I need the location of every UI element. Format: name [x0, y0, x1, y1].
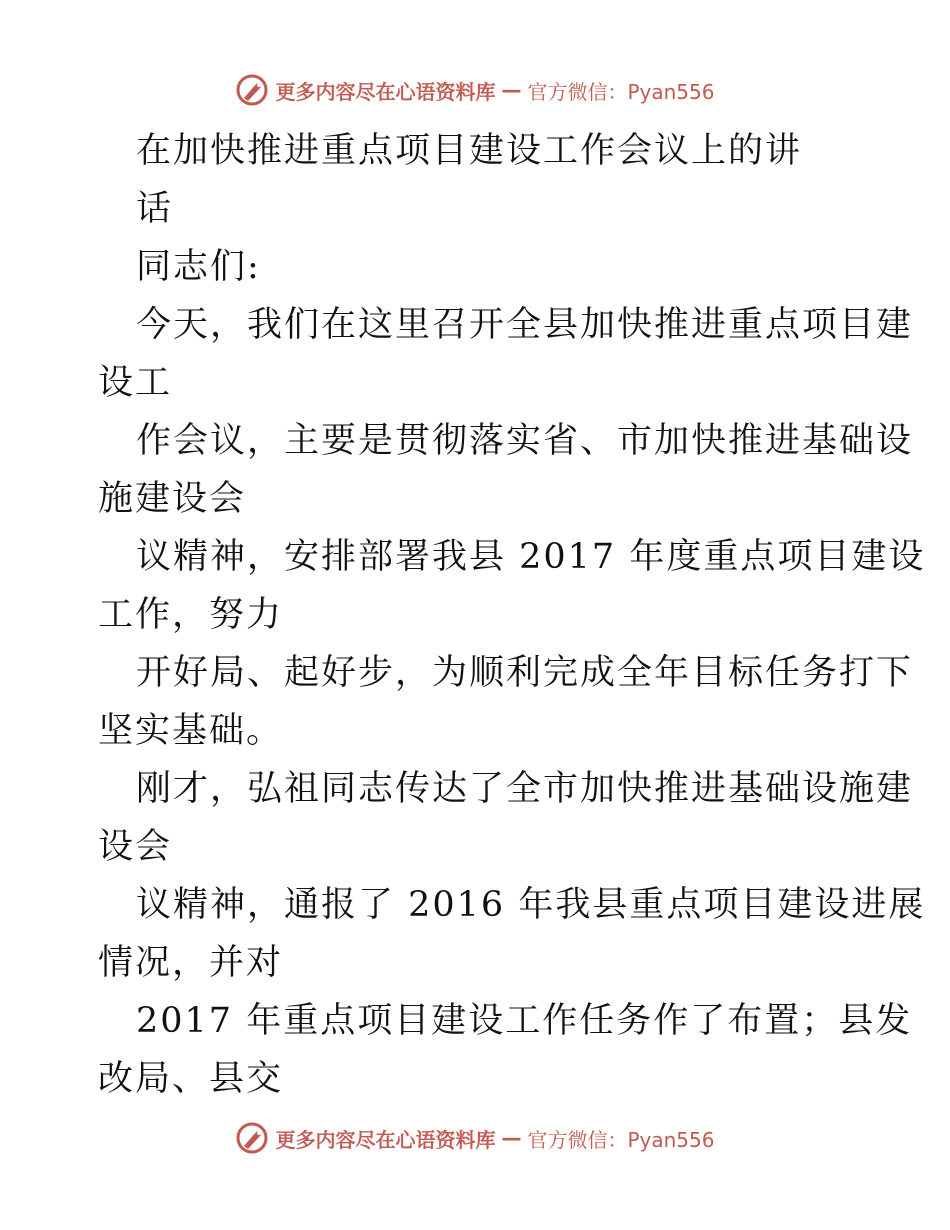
paragraph-line: 改局、县交 [98, 1059, 284, 1099]
footer-dash: — [501, 1126, 522, 1150]
paragraph-line: 刚才，弘祖同志传达了全市加快推进基础设施建 [136, 769, 914, 809]
document-body [98, 122, 926, 1108]
paragraph-line: 工作，努力 [98, 595, 284, 635]
pen-logo-icon [235, 1121, 269, 1155]
footer-contact-text: 官方微信：Pyan556 [527, 1127, 715, 1152]
paragraph-line: 设会 [98, 827, 173, 867]
paragraph-line: 施建设会 [98, 479, 247, 519]
header-contact-text: 官方微信：Pyan556 [527, 79, 715, 104]
paragraph-line: 开好局、起好步，为顺利完成全年目标任务打下 [136, 653, 914, 693]
paragraph-line: 坚实基础。 [98, 711, 284, 751]
header-watermark [0, 70, 950, 110]
paragraph-line: 2017 年重点项目建设工作任务作了布置；县发 [136, 1001, 913, 1041]
paragraph-line: 情况，并对 [98, 943, 284, 983]
salutation: 同志们: [136, 247, 261, 287]
paragraph-line: 议精神，通报了 2016 年我县重点项目建设进展 [136, 885, 926, 925]
paragraph-line: 作会议，主要是贯彻落实省、市加快推进基础设 [136, 421, 914, 461]
document-title-line-2: 话 [136, 189, 174, 229]
paragraph-line: 议精神，安排部署我县 2017 年度重点项目建设 [136, 537, 926, 577]
header-brand-text: 更多内容尽在心语资料库 [275, 79, 496, 104]
footer-watermark [0, 1118, 950, 1158]
pen-logo-icon [235, 73, 269, 107]
header-dash: — [501, 78, 522, 102]
document-title-line-1: 在加快推进重点项目建设工作会议上的讲 [136, 131, 803, 171]
paragraph-line: 今天，我们在这里召开全县加快推进重点项目建 [136, 305, 914, 345]
footer-brand-text: 更多内容尽在心语资料库 [275, 1127, 496, 1152]
paragraph-line: 设工 [98, 363, 173, 403]
